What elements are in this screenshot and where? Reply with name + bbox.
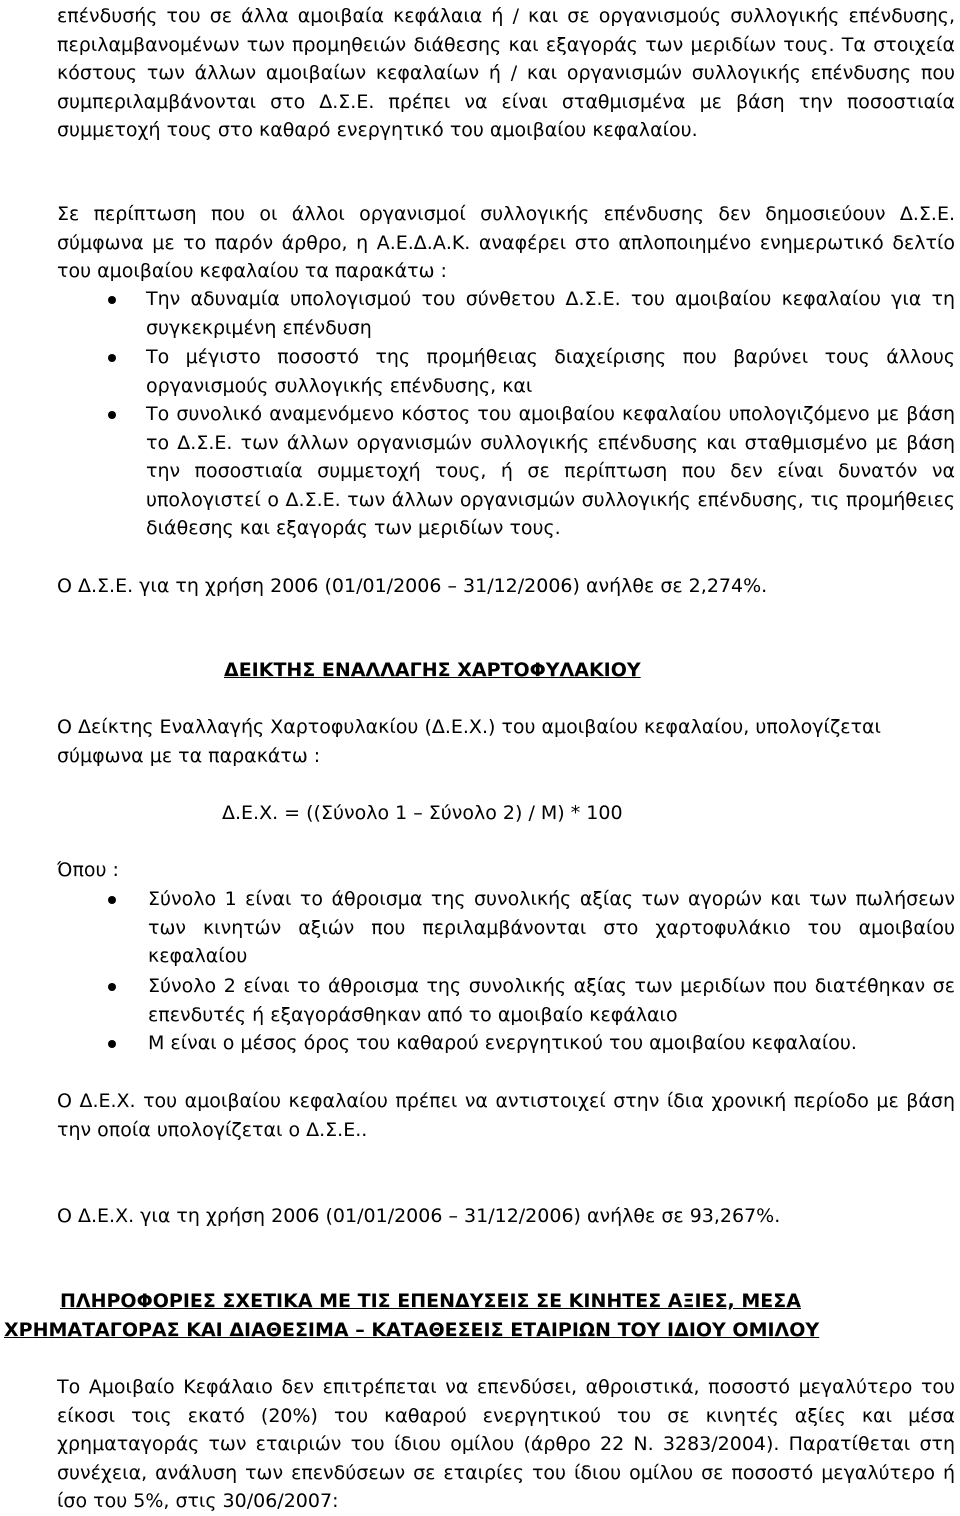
case-paragraph: Σε περίπτωση που οι άλλοι οργανισμοί συλλογικής επένδυσης δεν δημοσιεύουν Δ.Σ.Ε. σύμφωνα με το παρόν άρθρο, η Α.Ε.Δ.Α.Κ. αναφέρει στο απλοποιημένο ενημερωτικό δελτίο του αμοιβαίου κεφαλαίου τα παρακάτω :	[57, 203, 955, 283]
bullet-dot	[108, 296, 116, 304]
dex-intro-paragraph: Ο Δείκτης Εναλλαγής Χαρτοφυλακίου (Δ.Ε.Χ.) του αμοιβαίου κεφαλαίου, υπολογίζεται σύμφωνα με τα παρακάτω :	[57, 716, 881, 767]
case-bullet-2: Το μέγιστο ποσοστό της προμήθειας διαχείρισης που βαρύνει τους άλλους οργανισμούς συλλογικής επένδυσης, και	[146, 346, 955, 397]
where-bullet-3: Μ είναι ο μέσος όρος του καθαρού ενεργητικού του αμοιβαίου κεφαλαίου.	[148, 1032, 857, 1054]
case-bullet-3: Το συνολικό αναμενόμενο κόστος του αμοιβαίου κεφαλαίου υπολογιζόμενο με βάση το Δ.Σ.Ε. των άλλων οργανισμών συλλογικής επένδυσης και σταθμισμένο με βάση την ποσοστιαία συμμετοχή τους, ή σε περίπτωση που δεν είναι δυνατόν να υπολογιστεί ο Δ.Σ.Ε. των άλλων οργανισμών συλλογικής επένδυσης, τις προμήθειες διάθεσης και εξαγοράς των μεριδίων τους.	[146, 403, 955, 540]
final-paragraph: Το Αμοιβαίο Κεφάλαιο δεν επιτρέπεται να επενδύσει, αθροιστικά, ποσοστό μεγαλύτερο του είκοσι τοις εκατό (20%) του καθαρού ενεργητικού του σε κινητές αξίες και μέσα χρηματαγοράς των εταιριών του ίδιου ομίλου (άρθρο 22 Ν. 3283/2004). Παρατίθεται στη συνέχεια, ανάλυση των επενδύσεων σε εταιρίες του ίδιου ομίλου σε ποσοστό μεγαλύτερο ή ίσο του 5%, στις 30/06/2007:	[57, 1376, 955, 1513]
info-heading-line-2: ΧΡΗΜΑΤΑΓΟΡΑΣ ΚΑΙ ΔΙΑΘΕΣΙΜΑ – ΚΑΤΑΘΕΣΕΙΣ ΕΤΑΙΡΙΩΝ ΤΟΥ ΙΔΙΟΥ ΟΜΙΛΟΥ	[4, 1319, 820, 1341]
where-bullet-1: Σύνολο 1 είναι το άθροισμα της συνολικής αξίας των αγορών και των πωλήσεων των κινητών αξιών που περιλαμβάνονται στο χαρτοφυλάκιο του αμοιβαίου κεφαλαίου	[148, 888, 955, 968]
case-bullet-1: Την αδυναμία υπολογισμού του σύνθετου Δ.Σ.Ε. του αμοιβαίου κεφαλαίου για τη συγκεκριμένη επένδυση	[146, 288, 955, 339]
dex-formula: Δ.Ε.Χ. = ((Σύνολο 1 – Σύνολο 2) / Μ) * 100	[222, 802, 623, 824]
where-bullet-2: Σύνολο 2 είναι το άθροισμα της συνολικής αξίας των μεριδίων που διατέθηκαν σε επενδυτές ή εξαγοράσθηκαν από το αμοιβαίο κεφάλαιο	[148, 975, 955, 1026]
where-label: Όπου :	[57, 859, 119, 881]
bullet-dot	[108, 1040, 116, 1048]
bullet-dot	[108, 983, 116, 991]
dse-value-paragraph: Ο Δ.Σ.Ε. για τη χρήση 2006 (01/01/2006 – 31/12/2006) ανήλθε σε 2,274%.	[57, 575, 768, 597]
info-heading-line-1: ΠΛΗΡΟΦΟΡΙΕΣ ΣΧΕΤΙΚΑ ΜΕ ΤΙΣ ΕΠΕΝΔΥΣΕΙΣ ΣΕ ΚΙΝΗΤΕΣ ΑΞΙΕΣ, ΜΕΣΑ	[60, 1290, 801, 1312]
dex-period-paragraph: Ο Δ.Ε.Χ. του αμοιβαίου κεφαλαίου πρέπει να αντιστοιχεί στην ίδια χρονική περίοδο με βάση την οποία υπολογίζεται ο Δ.Σ.Ε..	[57, 1090, 955, 1141]
dex-value-paragraph: Ο Δ.Ε.Χ. για τη χρήση 2006 (01/01/2006 – 31/12/2006) ανήλθε σε 93,267%.	[57, 1205, 781, 1227]
bullet-dot	[108, 896, 116, 904]
bullet-dot	[108, 354, 116, 362]
intro-paragraph: επένδυσής του σε άλλα αμοιβαία κεφάλαια ή / και σε οργανισμούς συλλογικής επένδυσης, περιλαμβανομένων των προμηθειών διάθεσης και εξαγοράς των μεριδίων τους. Τα στοιχεία κόστους των άλλων αμοιβαίων κεφαλαίων ή / και οργανισμών συλλογικής επένδυσης που συμπεριλαμβάνονται στο Δ.Σ.Ε. πρέπει να είναι σταθμισμένα με βάση την ποσοστιαία συμμετοχή τους στο καθαρό ενεργητικό του αμοιβαίου κεφαλαίου.	[57, 5, 955, 142]
bullet-dot	[108, 411, 116, 419]
dex-heading: ΔΕΙΚΤΗΣ ΕΝΑΛΛΑΓΗΣ ΧΑΡΤΟΦΥΛΑΚΙΟΥ	[224, 659, 641, 681]
